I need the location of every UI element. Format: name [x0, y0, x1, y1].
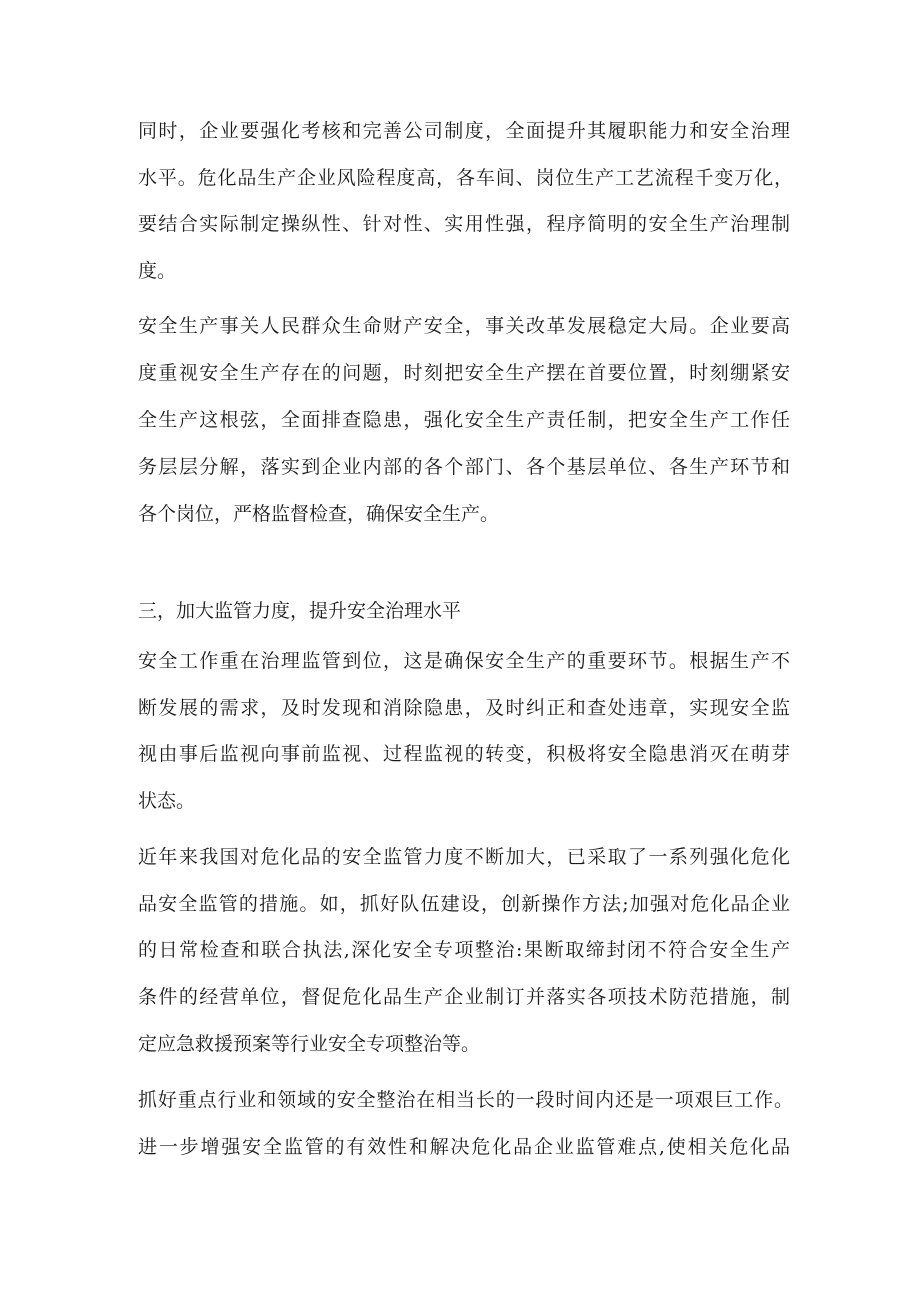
text-line: 安全工作重在治理监管到位，这是确保安全生产的重要环节。根据生产不: [138, 650, 790, 672]
text-line: 度。: [138, 260, 177, 282]
text-line: 要结合实际制定操纵性、针对性、实用性强，程序简明的安全生产治理制: [138, 213, 790, 235]
text-line: 条件的经营单位，督促危化品生产企业制订并落实各项技术防范措施，制: [138, 986, 790, 1008]
section-heading: 三，加大监管力度，提升安全治理水平: [138, 600, 462, 622]
text-line: 务层层分解，落实到企业内部的各个部门、各个基层单位、各生产环节和: [138, 456, 790, 478]
text-line: 视由事后监视向事前监视、过程监视的转变，积极将安全隐患消灭在萌芽: [138, 743, 790, 765]
text-line: 同时，企业要强化考核和完善公司制度，全面提升其履职能力和安全治理: [138, 120, 790, 142]
text-line: 的日常检查和联合执法,深化安全专项整治:果断取缔封闭不符合安全生产: [138, 939, 790, 961]
text-line: 各个岗位，严格监督检查，确保安全生产。: [138, 503, 500, 525]
text-line: 定应急救援预案等行业安全专项整治等。: [138, 1033, 481, 1055]
text-line: 度重视安全生产存在的问题，时刻把安全生产摆在首要位置，时刻绷紧安: [138, 362, 790, 384]
text-line: 品安全监管的措施。如，抓好队伍建设，创新操作方法;加强对危化品企业: [138, 893, 790, 915]
text-line: 全生产这根弦，全面排查隐患，强化安全生产责任制，把安全生产工作任: [138, 409, 790, 431]
text-line: 水平。危化品生产企业风险程度高，各车间、岗位生产工艺流程千变万化，: [138, 167, 793, 189]
text-line: 进一步增强安全监管的有效性和解决危化品企业监管难点,使相关危化品: [138, 1136, 790, 1158]
text-line: 近年来我国对危化品的安全监管力度不断加大，已采取了一系列强化危化: [138, 846, 790, 868]
text-line: 安全生产事关人民群众生命财产安全，事关改革发展稳定大局。企业要高: [138, 315, 790, 337]
text-line: 断发展的需求，及时发现和消除隐患，及时纠正和查处违章，实现安全监: [138, 697, 790, 719]
text-line: 状态。: [138, 790, 196, 812]
text-line: 抓好重点行业和领域的安全整治在相当长的一段时间内还是一项艰巨工作。: [138, 1089, 793, 1111]
